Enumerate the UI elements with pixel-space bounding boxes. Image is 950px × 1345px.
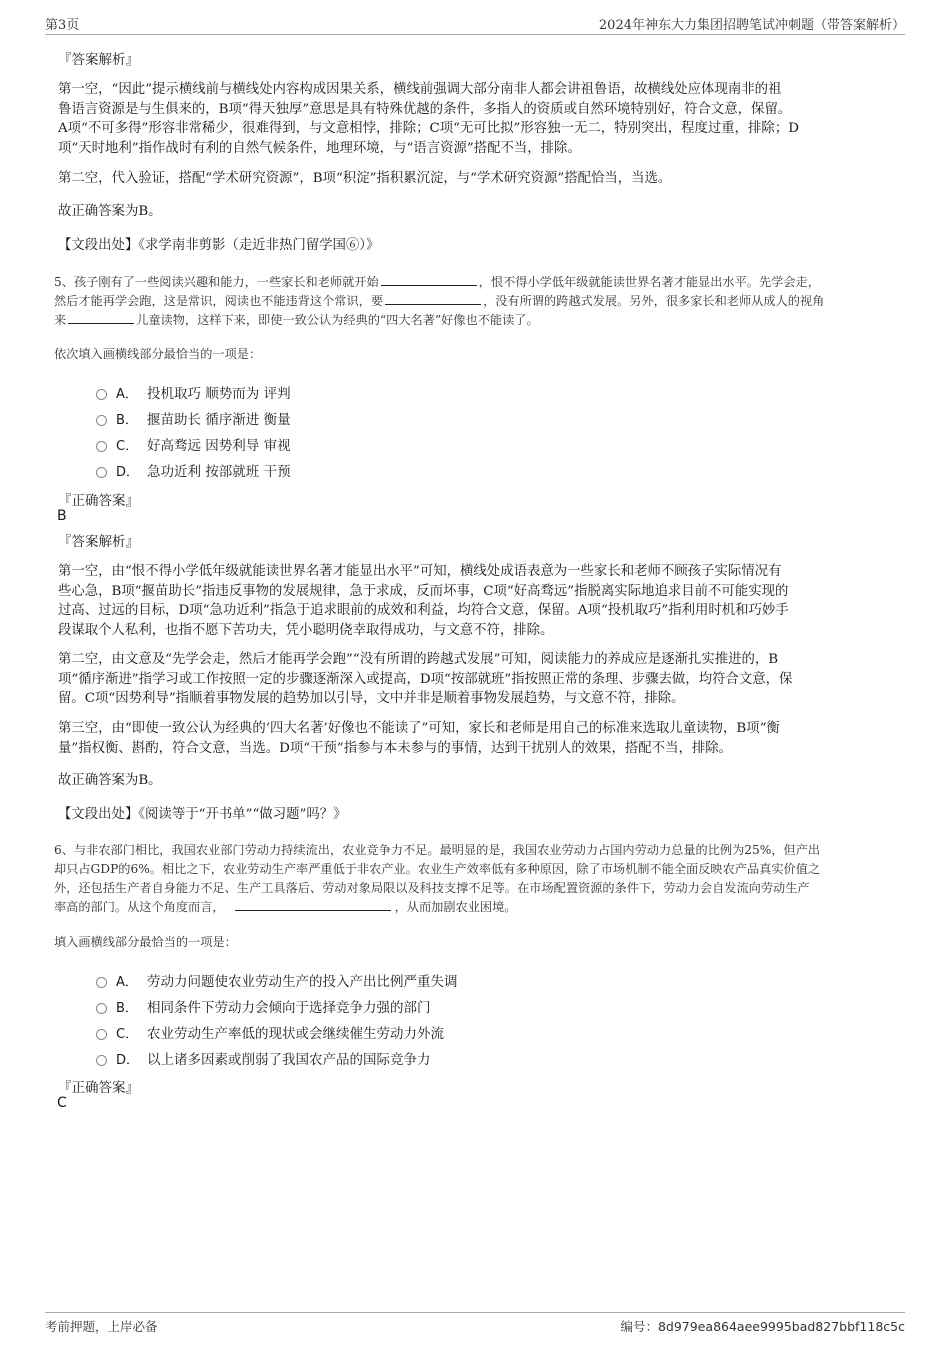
q6-option-b[interactable]: B． 相同条件下劳动力会倾向于选择竞争力强的部门	[96, 993, 458, 1019]
blank-line	[235, 898, 391, 911]
text-line: 却只占GDP的6%。相比之下，农业劳动生产率严重低于非农产业。农业生产效率低有多种原因，除了市场机制不能全面反映农产品真实价值之	[54, 862, 821, 876]
q5-prompt: 依次填入画横线部分最恰当的一项是：	[54, 347, 262, 361]
text-line: 段谋取个人私利，也指不愿下苦功夫，凭小聪明侥幸取得成功，与文意不符，排除。	[58, 622, 554, 638]
document-code: 8d979ea864aee9995bad827bbf118c5c	[657, 1319, 905, 1334]
document-title: 2024年神东大力集团招聘笔试冲刺题（带答案解析）	[598, 18, 905, 33]
q6-answer: C	[57, 1095, 67, 1111]
radio-button[interactable]	[96, 1055, 107, 1066]
block4-analysis-paragraph	[58, 80, 799, 158]
document-id: 编号：8d979ea864aee9995bad827bbf118c5c	[620, 1319, 905, 1334]
q6-options	[96, 967, 458, 1071]
q6-option-a[interactable]: A． 劳动力问题使农业劳动生产的投入产出比例严重失调	[96, 967, 458, 993]
text-line: 第三空，由“即使一致公认为经典的‘四大名著’好像也不能读了”可知，家长和老师是用自己的标准来选取儿童读物，B项“衡	[58, 721, 780, 736]
q5-source: 【文段出处】《阅读等于“开书单”“做习题”吗？》	[58, 807, 347, 822]
radio-button[interactable]	[96, 415, 107, 426]
radio-button[interactable]	[96, 389, 107, 400]
text-line: 第一空，由“恨不得小学低年级就能读世界名著才能显出水平”可知，横线处成语表意为一些家长和老师不顾孩子实际情况有	[58, 564, 782, 579]
option-text: 急功近利 按部就班 干预	[147, 464, 291, 480]
correct-answer-label: 『正确答案』	[58, 493, 139, 509]
correct-answer-label: 『正确答案』	[58, 1080, 139, 1096]
text-line: 项“循序渐进”指学习或工作按照一定的步骤逐渐深入或提高，D项“按部就班”指按照正常的条理、步骤去做，均符合文意，保	[58, 671, 793, 687]
q5-option-d[interactable]: D． 急功近利 按部就班 干预	[96, 457, 291, 483]
q5-analysis-paragraph-3	[58, 719, 780, 758]
block4-second-blank: 第二空，代入验证，搭配“学术研究资源”，B项“积淀”指积累沉淀，与“学术研究资源”搭配恰当，当选。	[58, 171, 672, 186]
page-footer	[45, 1312, 905, 1335]
q5-analysis-paragraph-2	[58, 650, 792, 709]
option-text: 好高骛远 因势利导 审视	[147, 438, 291, 454]
q5-answer: B	[57, 508, 67, 524]
option-text: 以上诸多因素或削弱了我国农产品的国际竞争力	[147, 1052, 431, 1068]
option-text: 相同条件下劳动力会倾向于选择竞争力强的部门	[147, 1000, 431, 1016]
blank-line	[385, 292, 481, 305]
blank-line	[68, 311, 134, 324]
text-line: 外，还包括生产者自身能力不足、生产工具落后、劳动对象局限以及科技支撑不足等。在市场配置资源的条件下，劳动力会自发流向劳动生产	[54, 881, 810, 895]
q5-options	[96, 379, 291, 483]
text-line: 些心急，B项“揠苗助长”指违反事物的发展规律，急于求成，反而坏事，C项“好高骛远”指脱离实际地追求目前不可能实现的	[58, 583, 789, 599]
q5-conclusion: 故正确答案为B。	[58, 773, 162, 788]
text-line: 量”指权衡、斟酌，符合文意，当选。D项“干预”指参与本未参与的事情，达到干扰别人的效果，搭配不当，排除。	[58, 740, 733, 756]
text-line: 项“天时地利”指作战时有利的自然气候条件，地理环境，与“语言资源”搭配不当，排除。	[58, 140, 581, 156]
text-line: 过高、过远的目标，D项“急功近利”指急于追求眼前的成效和利益，均符合文意，保留。A项“投机取巧”指利用时机和巧妙手	[58, 603, 789, 618]
text-line: 第一空，“因此”提示横线前与横线处内容构成因果关系，横线前强调大部分南非人都会讲祖鲁语，故横线处应体现南非的祖	[58, 82, 782, 97]
q5-stem-line2: 然后才能再学会跑，这是常识，阅读也不能违背这个常识，要 ，没有所谓的跨越式发展。另外，很多家长和老师从成人的视角	[54, 294, 825, 308]
page-number: 第3页	[45, 18, 80, 33]
radio-button[interactable]	[96, 441, 107, 452]
text-line: 留。C项“因势利导”指顺着事物发展的趋势加以引导，文中并非是顺着事物发展趋势，与文意不符，排除。	[58, 691, 685, 706]
q5-stem	[54, 273, 824, 330]
blank-line	[381, 273, 477, 286]
radio-button[interactable]	[96, 467, 107, 478]
text-line: 鲁语言资源是与生俱来的，B项“得天独厚”意思是具有特殊优越的条件，多指人的资质或自然环境特别好，符合文意，保留。	[58, 101, 792, 117]
option-text: 投机取巧 顺势而为 评判	[147, 386, 291, 402]
block4-source: 【文段出处】《求学南非剪影（走近非热门留学国⑥）》	[58, 238, 380, 253]
footer-slogan: 考前押题，上岸必备	[45, 1319, 158, 1334]
q5-option-c[interactable]: C． 好高骛远 因势利导 审视	[96, 431, 291, 457]
text-line: 6、与非农部门相比，我国农业部门劳动力持续流出，农业竞争力不足。最明显的是，我国农业劳动力占国内劳动力总量的比例为25%，但产出	[54, 843, 821, 857]
text-line: 第二空，由文意及“先学会走，然后才能再学会跑”“没有所谓的跨越式发展”可知，阅读能力的养成应是逐渐扎实推进的，B	[58, 652, 779, 667]
q6-option-d[interactable]: D． 以上诸多因素或削弱了我国农产品的国际竞争力	[96, 1045, 458, 1071]
text-line: A项“不可多得”形容非常稀少，很难得到，与文意相悖，排除；C项“无可比拟”形容独一无二，特别突出，程度过重，排除；D	[58, 121, 799, 136]
q6-stem	[54, 841, 820, 917]
q5-option-a[interactable]: A． 投机取巧 顺势而为 评判	[96, 379, 291, 405]
radio-button[interactable]	[96, 977, 107, 988]
page-header	[45, 14, 905, 35]
radio-button[interactable]	[96, 1029, 107, 1040]
analysis-label: 『答案解析』	[58, 52, 139, 68]
q5-analysis-paragraph-1	[58, 562, 789, 640]
radio-button[interactable]	[96, 1003, 107, 1014]
q6-stem-line4: 率高的部门。从这个角度而言， ，从而加剧农业困境。	[54, 900, 517, 914]
block4-conclusion: 故正确答案为B。	[58, 204, 162, 219]
q5-stem-line1: 5、孩子刚有了一些阅读兴趣和能力，一些家长和老师就开始 ，恨不得小学低年级就能读世界名著才能显出水平。先学会走，	[54, 275, 820, 289]
option-text: 劳动力问题使农业劳动生产的投入产出比例严重失调	[147, 974, 458, 990]
option-text: 农业劳动生产率低的现状或会继续催生劳动力外流	[147, 1026, 444, 1042]
q5-option-b[interactable]: B． 揠苗助长 循序渐进 衡量	[96, 405, 291, 431]
q6-option-c[interactable]: C． 农业劳动生产率低的现状或会继续催生劳动力外流	[96, 1019, 458, 1045]
q5-stem-line3: 来 儿童读物，这样下来，即使一致公认为经典的“四大名著”好像也不能读了。	[54, 313, 539, 327]
q6-prompt: 填入画横线部分最恰当的一项是：	[54, 935, 237, 949]
option-text: 揠苗助长 循序渐进 衡量	[147, 412, 291, 428]
analysis-label: 『答案解析』	[58, 534, 139, 550]
